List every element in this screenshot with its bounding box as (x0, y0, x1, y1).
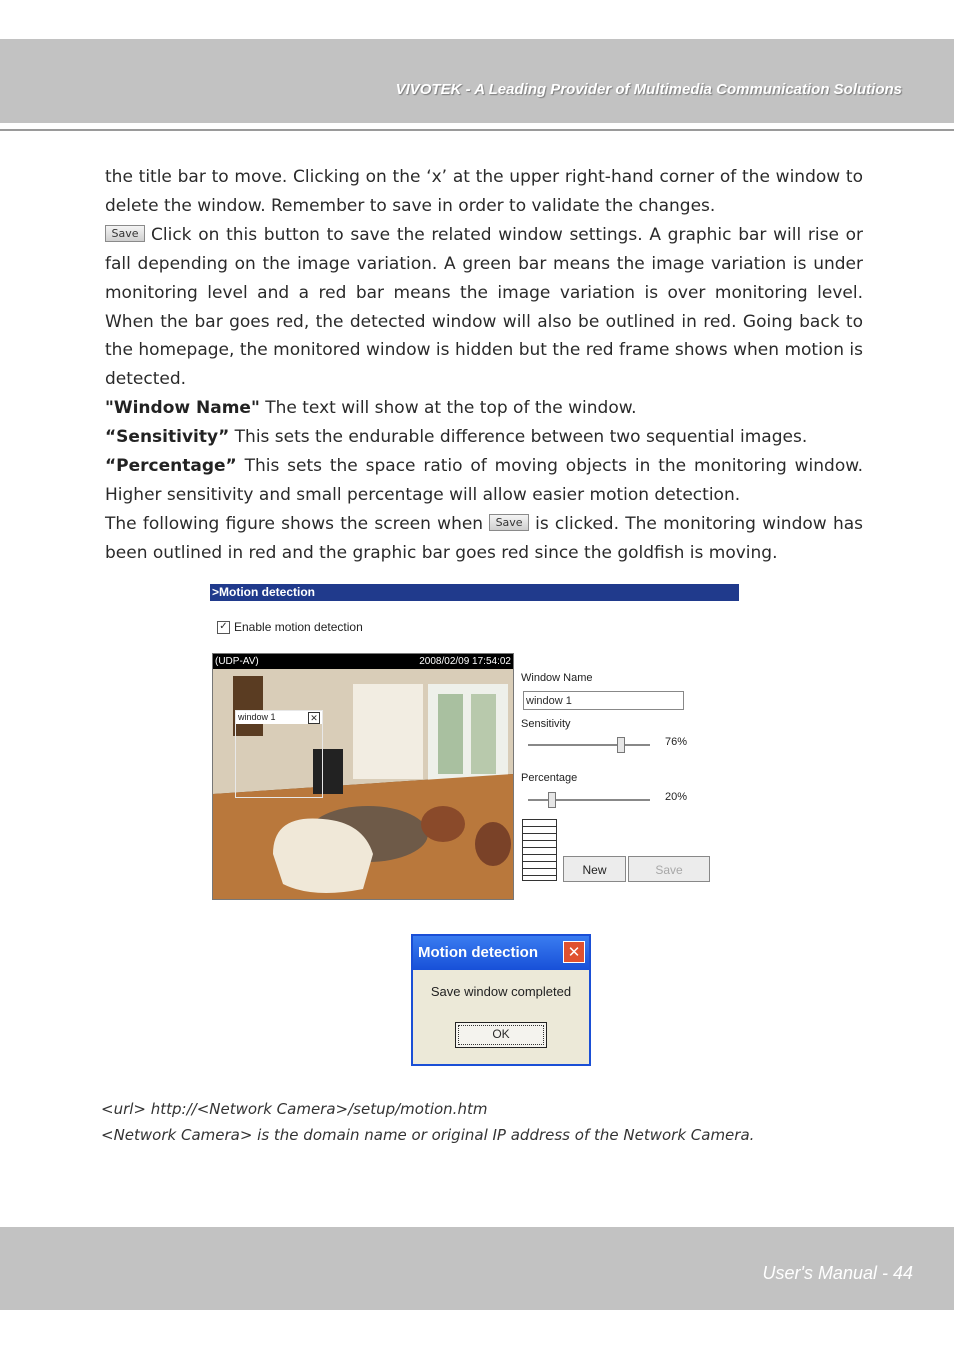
header-divider (0, 129, 954, 131)
page-footer (0, 1227, 954, 1310)
dialog-message: Save window completed (430, 984, 572, 999)
sensitivity-track[interactable] (528, 744, 650, 747)
header-title: VIVOTEK - A Leading Provider of Multimedia Communication Solutions (395, 81, 902, 98)
percentage-label: Percentage (521, 772, 578, 784)
enable-checkbox[interactable]: ✓ (217, 621, 230, 634)
camera-info-bar (213, 654, 513, 669)
paragraph-title-bar: the title bar to move. Clicking on the ‘x’ at the upper right-hand corner of the window to delete the window. Remember to save in order to validate the changes. (105, 167, 863, 216)
percentage-value: 20% (665, 791, 688, 803)
window-name-input[interactable]: window 1 (523, 691, 684, 710)
body-text (105, 163, 863, 568)
stream-label: (UDP-AV) (215, 656, 259, 667)
motion-level-meter (522, 819, 557, 881)
page-header (0, 39, 954, 123)
percentage-slider-thumb[interactable] (548, 792, 556, 808)
paragraph-save (105, 221, 863, 394)
new-window-button[interactable]: New (563, 856, 626, 882)
paragraph-percentage (105, 452, 863, 510)
motion-window-frame[interactable] (235, 710, 323, 798)
window-name-label: Window Name (521, 672, 593, 684)
network-camera-note: <Network Camera> is the domain name or original IP address of the Network Camera. (101, 1126, 755, 1144)
sensitivity-value: 76% (665, 736, 688, 748)
desc-percentage: This sets the space ratio of moving objects in the monitoring window. Higher sensitivity and small percentage will allow easier motion detection. (105, 456, 863, 505)
camera-view (212, 653, 514, 900)
save-dialog (411, 934, 591, 1066)
desc-window-name: The text will show at the top of the window. (259, 398, 637, 419)
inline-save-button: Save (105, 225, 145, 242)
close-icon[interactable]: ✕ (563, 941, 585, 963)
motion-window-title[interactable]: window 1 (236, 711, 322, 724)
save-description: Click on this button to save the related window settings. A graphic bar will rise or fall depending on the image variation. A green bar means the image variation is under monitoring level and a red bar means the image variation is over monitoring level. When the bar goes red, the detected window will also be outlined in red. Going back to the homepage, the monitored window is hidden but the red frame shows when motion is detected. (105, 224, 863, 390)
url-notes (101, 1096, 754, 1148)
paragraph-sensitivity (105, 423, 863, 452)
dialog-title: Motion detection (413, 936, 589, 970)
term-percentage: “Percentage” (105, 456, 237, 477)
inline-save-button-2: Save (489, 514, 529, 531)
save-window-button[interactable]: Save (628, 856, 710, 882)
term-window-name: "Window Name" (105, 398, 260, 419)
camera-timestamp: 2008/02/09 17:54:02 (419, 656, 511, 667)
figure-title: >Motion detection (210, 584, 739, 601)
page-number: User's Manual - 44 (762, 1263, 913, 1283)
sensitivity-label: Sensitivity (521, 718, 571, 730)
figure-intro-after: is clicked. The monitoring window has been outlined in red and the graphic bar goes red since the goldfish is moving. (105, 513, 863, 563)
paragraph-window-name (105, 394, 863, 423)
close-icon[interactable]: ✕ (308, 712, 320, 724)
percentage-track[interactable] (528, 799, 650, 802)
url-line: <url> http://<Network Camera>/setup/motion.htm (101, 1100, 488, 1118)
ok-button[interactable]: OK (455, 1022, 547, 1048)
term-sensitivity: “Sensitivity” (105, 427, 230, 448)
sensitivity-slider-thumb[interactable] (617, 737, 625, 753)
motion-detection-screenshot (210, 584, 739, 900)
paragraph-figure-intro (105, 510, 863, 568)
figure-intro-before: The following figure shows the screen when (105, 513, 484, 534)
enable-label: Enable motion detection (234, 620, 363, 634)
desc-sensitivity: This sets the endurable difference between two sequential images. (229, 427, 808, 448)
